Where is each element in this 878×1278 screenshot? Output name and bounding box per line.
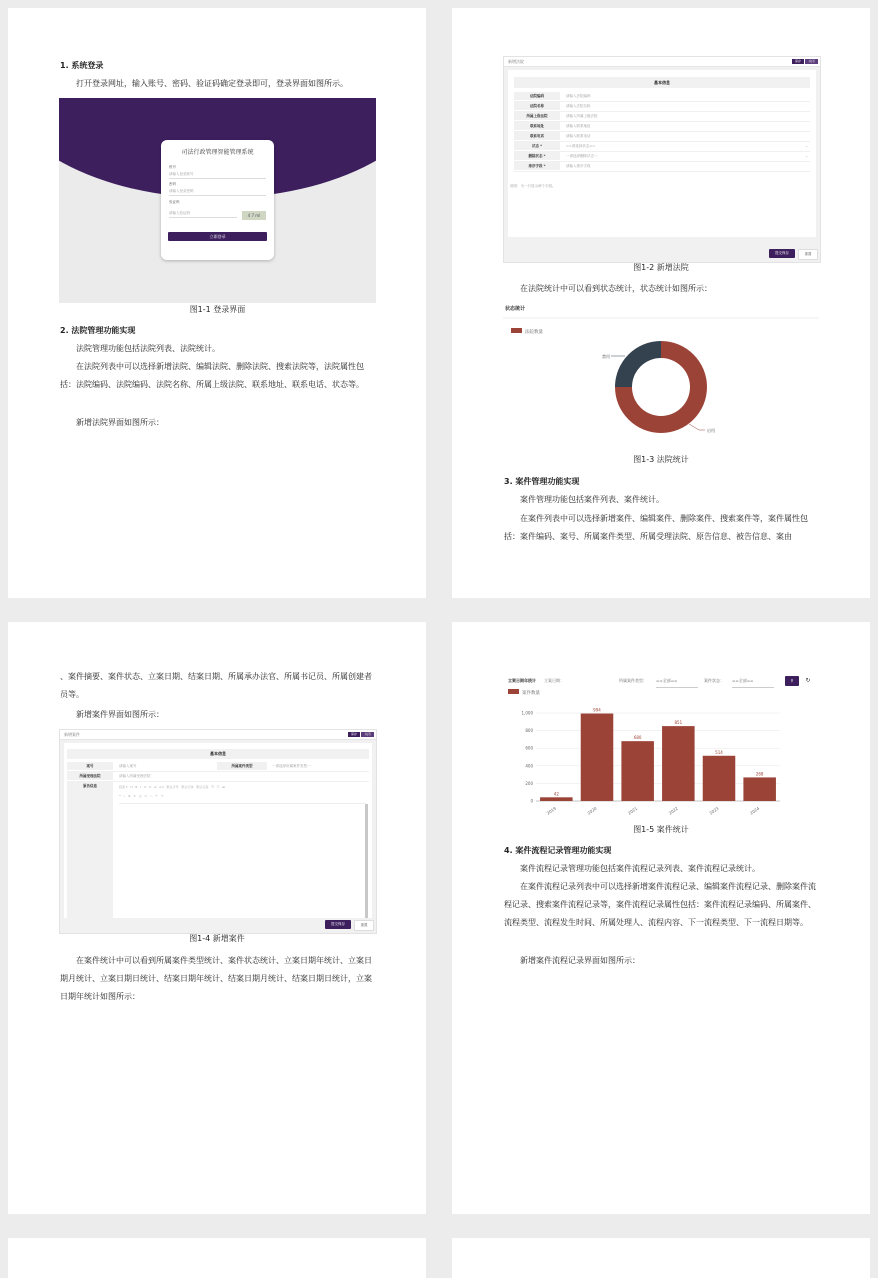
- reset-button[interactable]: 重置: [354, 920, 374, 931]
- submit-button[interactable]: 提交保存: [769, 249, 795, 258]
- field-label: 联系地址: [514, 122, 560, 130]
- bar: [540, 797, 573, 801]
- save-button[interactable]: 保存: [792, 59, 804, 64]
- rich-text-toolbar[interactable]: 段落 ▾ H B I U S ≡ A ▾ 默认字号 默认字体 默认行高 ☰ ☷ ⊞ ❝ ⌗ ⊕ ✎ ◫ ▭ ‹› ↶ ↷: [119, 783, 366, 804]
- slice-label: 启用: [707, 428, 715, 433]
- y-tick-label: 1,000: [521, 710, 533, 716]
- y-tick-label: 800: [525, 728, 533, 734]
- figure-caption: 图1-1 登录界面: [189, 305, 246, 314]
- pie-slice: [615, 341, 661, 387]
- section-heading-login: 1. 系统登录: [60, 61, 104, 70]
- page-1: [8, 8, 426, 598]
- paragraph: 在法院列表中可以选择新增法院、编辑法院、删除法院、搜索法院等，法院属性包括：法院编码、法院编码、法院名称、所属上级法院、联系地址、联系电话、状态等。: [60, 362, 364, 389]
- form-panel: [64, 743, 372, 918]
- figure-caption: 图1-3 法院统计: [633, 455, 689, 464]
- figure-caption: 图1-4 新增案件: [189, 934, 245, 943]
- captcha-input[interactable]: 请输入验证码: [169, 210, 237, 218]
- toolbar-icon-row: 段落 ▾ H B I U S ≡ A ▾ 默认字号 默认字体 默认行高 ☰ ☷ ⊞: [119, 785, 225, 789]
- bar: [703, 756, 736, 801]
- form-row: [514, 92, 810, 102]
- form-row: 所属受理法院 请输入所属受理法院: [67, 772, 369, 782]
- data-label: 268: [755, 771, 764, 777]
- legend-swatch: [508, 689, 519, 694]
- field-input[interactable]: 一请选择删除状态一: [566, 154, 598, 158]
- paragraph: 案件管理功能包括案件列表、案件统计。: [520, 495, 664, 504]
- date-label: 立案日期：: [544, 678, 564, 683]
- page-3: [8, 622, 426, 1214]
- page-5: [8, 1238, 426, 1278]
- form-row: [514, 132, 810, 142]
- y-tick-label: 0: [530, 798, 533, 804]
- field-input[interactable]: 请输入排序字段: [566, 164, 591, 168]
- field-input[interactable]: 请输入所属上级法院: [566, 114, 598, 118]
- field-label: 所属上级法院: [514, 112, 560, 120]
- chevron-down-icon: ⌄: [805, 154, 808, 158]
- data-label: 42: [553, 791, 559, 797]
- section-heading-flow: 4. 案件流程记录管理功能实现: [504, 846, 612, 855]
- editor-label: 原告信息: [67, 782, 113, 920]
- status-select[interactable]: ==全部==: [732, 675, 774, 688]
- data-label: 514: [715, 749, 723, 755]
- paragraph: 在案件流程记录列表中可以选择新增案件流程记录、编辑案件流程记录、删除案件流程记录、搜索案件流程记录等，案件流程记录属性包括：案件流程记录编码、所属案件、流程类型、流程发生时间、所属处理人、流程内容、下一流程类型、下一流程日期等。: [504, 882, 816, 927]
- form-row: [514, 112, 810, 122]
- search-icon[interactable]: ⚲: [785, 676, 799, 686]
- rich-text-editor[interactable]: [119, 804, 368, 918]
- x-tick-label: 2020: [586, 805, 598, 816]
- x-tick-label: 2023: [708, 805, 720, 816]
- bar: [743, 777, 776, 801]
- bar: [581, 714, 614, 801]
- login-title: 司法行政管理智能管理系统: [181, 149, 254, 156]
- field-input[interactable]: 请输入联系电话: [566, 134, 591, 138]
- field-label: 法院名称: [514, 102, 560, 110]
- type-select[interactable]: ==全部==: [656, 675, 698, 688]
- data-label: 851: [674, 720, 683, 726]
- paragraph: 打开登录网址，输入账号、密码、验证码确定登录即可，登录界面如图所示。: [76, 79, 348, 88]
- field-label: 删除状态 *: [514, 152, 560, 160]
- filter-bar: [508, 675, 820, 687]
- field-input[interactable]: 请输入联系地址: [566, 124, 591, 128]
- section-title: 基本信息: [514, 77, 810, 88]
- page-4: [452, 622, 870, 1214]
- x-tick-label: 2024: [749, 805, 761, 816]
- paragraph: 在案件列表中可以选择新增案件、编辑案件、删除案件、搜索案件等，案件属性包括：案件编码、案号、所属案件类型、所属受理法院、原告信息、被告信息、案由: [504, 514, 808, 541]
- section-title: 基本信息: [67, 749, 369, 759]
- chevron-down-icon: ⌄: [805, 144, 808, 148]
- close-button[interactable]: 关闭: [805, 59, 818, 64]
- bar: [662, 726, 695, 801]
- password-label: 密码: [169, 182, 176, 186]
- x-tick-label: 2021: [627, 805, 639, 816]
- label-line: [689, 424, 705, 430]
- case-number-input[interactable]: 请输入案号: [119, 764, 137, 768]
- form-row: [514, 152, 810, 162]
- submit-button[interactable]: 提交保存: [325, 920, 351, 929]
- type-label: 所属案件类型：: [619, 678, 647, 683]
- y-tick-label: 200: [525, 780, 533, 786]
- form-note: 说明：为一行显示两个字段。: [510, 184, 556, 188]
- breadcrumb: 新增案件: [60, 730, 376, 740]
- account-input[interactable]: 请输入登录账号: [169, 171, 266, 179]
- form-row: [514, 162, 810, 172]
- page-6: [452, 1238, 870, 1278]
- section-heading-case: 3. 案件管理功能实现: [504, 477, 580, 486]
- figure-caption: 图1-5 案件统计: [633, 825, 689, 834]
- captcha-label: 验证码: [169, 200, 180, 204]
- captcha-image[interactable]: 4 7 ml: [242, 211, 266, 220]
- paragraph: 法院管理功能包括法院列表、法院统计。: [76, 344, 220, 353]
- paragraph: 新增案件流程记录界面如图所示：: [520, 956, 640, 965]
- y-tick-label: 400: [525, 763, 533, 769]
- chart-title: 状态统计: [505, 306, 526, 312]
- field-label: 排序字段 *: [514, 162, 560, 170]
- form-row: 案号 请输入案号 所属案件类型 一请选择所属案件类型一: [67, 762, 369, 772]
- case-bar-chart: [508, 689, 786, 817]
- legend-label: 案件数量: [522, 691, 540, 696]
- court-input[interactable]: 请输入所属受理法院: [119, 774, 151, 778]
- legend-swatch: [511, 328, 522, 333]
- status-chart: [503, 300, 819, 458]
- save-button[interactable]: 保存: [348, 732, 360, 737]
- figure-caption: 图1-2 新增法院: [633, 263, 689, 272]
- login-button[interactable]: 立即登录: [168, 232, 267, 241]
- slice-label: 禁用: [602, 354, 610, 359]
- x-tick-label: 2019: [545, 805, 557, 816]
- form-row: [514, 142, 810, 152]
- field-input[interactable]: 请输入法院编码: [566, 94, 591, 98]
- paragraph: 在案件统计中可以看到所属案件类型统计、案件状态统计、立案日期年统计、立案日期月统计、立案日期日统计、结案日期年统计、结案日期月统计、结案日期日统计，立案日期年统计如图所示：: [60, 956, 372, 1001]
- field-label: 状态 *: [514, 142, 560, 150]
- paragraph: 新增案件界面如图所示：: [76, 710, 164, 719]
- court-form-screenshot: [503, 56, 821, 263]
- field-input[interactable]: 请输入法院名称: [566, 104, 591, 108]
- paragraph: 在法院统计中可以看到状态统计，状态统计如图所示：: [520, 284, 712, 293]
- login-screenshot: [59, 98, 376, 303]
- data-label: 994: [593, 707, 601, 713]
- login-card: [161, 140, 274, 260]
- refresh-icon[interactable]: ↻: [805, 677, 811, 684]
- case-form-screenshot: [59, 729, 377, 934]
- form-row: [514, 122, 810, 132]
- close-button[interactable]: 关闭: [361, 732, 374, 737]
- data-label: 680: [633, 735, 642, 741]
- legend-label: 法院数量: [525, 330, 543, 335]
- paragraph: 、案件摘要、案件状态、立案日期、结案日期、所属承办法官、所属书记员、所属创建者员等。: [60, 672, 372, 699]
- field-input[interactable]: ==请选择状态==: [566, 144, 596, 148]
- breadcrumb: 新增法院: [504, 57, 820, 67]
- status-label: 案件状态：: [704, 678, 724, 683]
- form-panel: [508, 70, 816, 237]
- y-tick-label: 600: [525, 745, 533, 751]
- paragraph: 新增法院界面如图所示：: [76, 418, 164, 427]
- case-type-select[interactable]: 一请选择所属案件类型一: [272, 764, 311, 768]
- field-label: 法院编码: [514, 92, 560, 100]
- x-tick-label: 2022: [667, 805, 679, 816]
- password-input[interactable]: 请输入登录密码: [169, 188, 266, 196]
- bar: [621, 741, 654, 801]
- field-label: 联系电话: [514, 132, 560, 140]
- form-row: [514, 102, 810, 112]
- filter-title: 立案日期年统计: [508, 678, 536, 683]
- account-label: 账号: [169, 165, 176, 169]
- paragraph: 案件流程记录管理功能包括案件流程记录列表、案件流程记录统计。: [520, 864, 760, 873]
- reset-button[interactable]: 重置: [798, 249, 818, 260]
- section-heading-court: 2. 法院管理功能实现: [60, 326, 136, 335]
- page-2: [452, 8, 870, 598]
